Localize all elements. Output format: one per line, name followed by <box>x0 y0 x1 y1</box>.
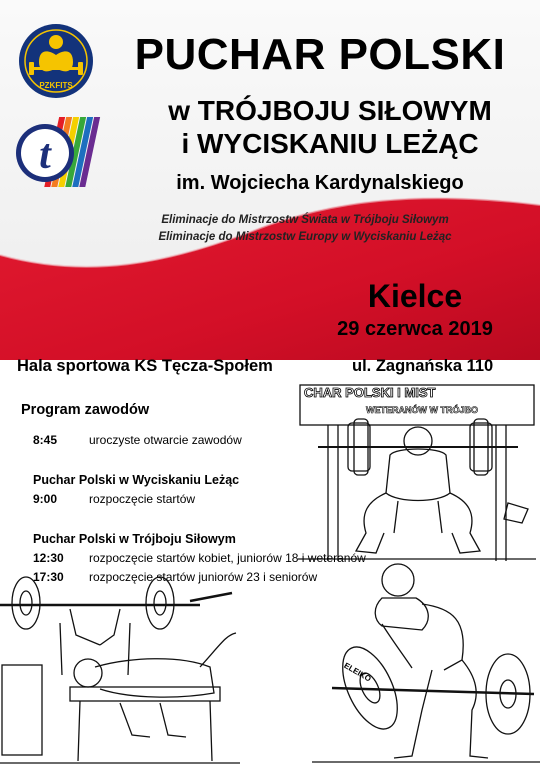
event-city: Kielce <box>367 278 463 314</box>
bench-section-title: Puchar Polski w Wyciskaniu Leżąc <box>33 473 240 487</box>
bench-row <box>33 492 195 506</box>
event-venue: Hala sportowa KS Tęcza-Społem <box>17 357 273 375</box>
page-title: PUCHAR POLSKI <box>134 30 506 79</box>
plate-text: ELEIKO <box>342 660 373 684</box>
elimination-world: Eliminacje do Mistrzostw Świata w Trójboju Siłowym <box>161 214 449 226</box>
powerlifting-time-2: 17:30 <box>33 570 64 584</box>
squat-sketch <box>298 383 536 563</box>
event-address: ul. Zagnańska 110 <box>352 357 494 375</box>
subtitle-bench: i WYCISKANIU LEŻĄC <box>181 128 479 159</box>
tecza-logo-letter: t <box>39 132 51 178</box>
pzkfits-logo-icon <box>17 22 95 100</box>
program-heading: Program zawodów <box>21 402 150 418</box>
bench-text: rozpoczęcie startów <box>89 492 196 506</box>
powerlifting-time-1: 12:30 <box>33 551 64 565</box>
deadlift-sketch <box>312 560 540 768</box>
bench-press-sketch <box>0 575 240 768</box>
powerlifting-section-title: Puchar Polski w Trójboju Siłowym <box>33 532 236 546</box>
pzkfits-logo-text: PZKFITS <box>39 81 73 90</box>
program-opening-row <box>33 433 242 447</box>
bench-time: 9:00 <box>33 492 58 506</box>
powerlifting-text-1: rozpoczęcie startów kobiet, juniorów 18 i weteranów <box>89 551 366 565</box>
subtitle-powerlifting: w TRÓJBOJU SIŁOWYM <box>168 95 492 126</box>
powerlifting-text-2: rozpoczęcie startów juniorów 23 i seniorów <box>89 570 318 584</box>
tecza-logo-icon <box>12 113 108 191</box>
patron-name: im. Wojciecha Kardynalskiego <box>176 172 464 194</box>
opening-text: uroczyste otwarcie zawodów <box>89 433 242 447</box>
event-date: 29 czerwca 2019 <box>337 318 493 340</box>
opening-time: 8:45 <box>33 433 58 447</box>
elimination-europe: Eliminacje do Mistrzostw Europy w Wyciskaniu Leżąc <box>158 231 452 243</box>
banner-line1: CHAR POLSKI I MIST <box>304 385 436 400</box>
banner-line2: WETERANÓW W TRÓJBO <box>366 405 478 415</box>
